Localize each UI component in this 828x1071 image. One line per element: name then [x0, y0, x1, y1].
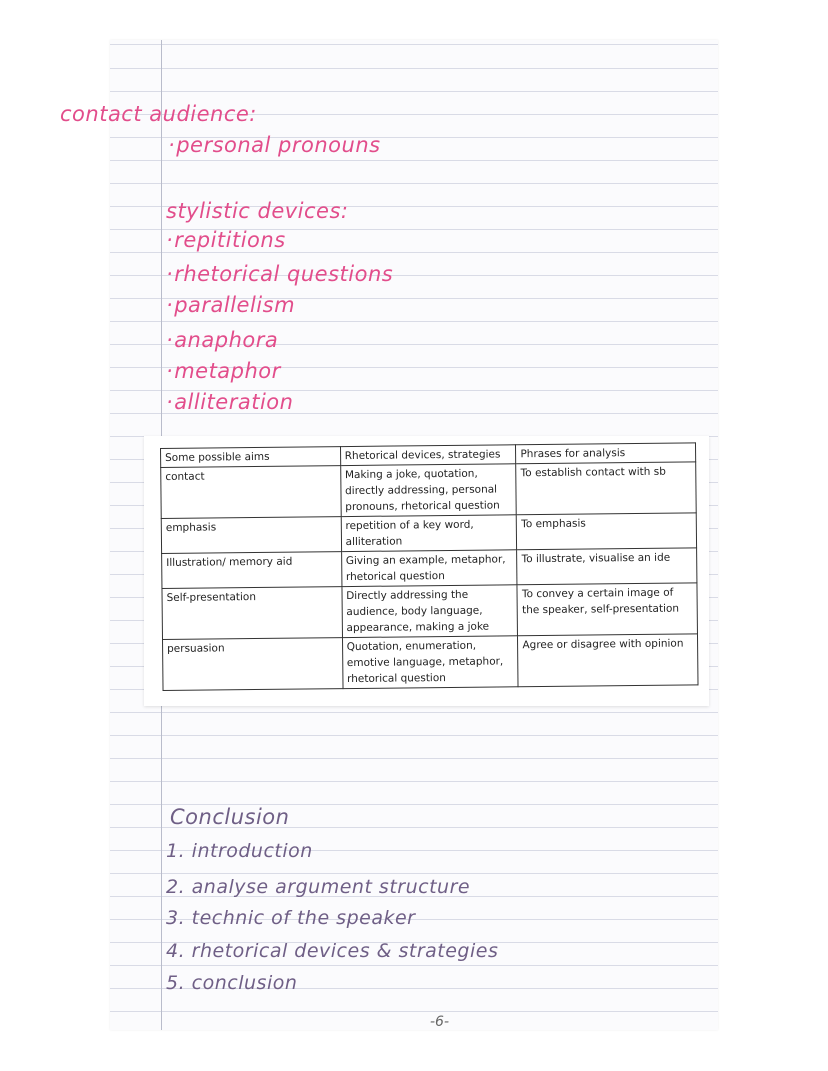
table-row	[163, 634, 699, 691]
table-row	[162, 548, 697, 589]
conclusion-heading: Conclusion	[170, 805, 290, 829]
stylistic-item: · metaphor	[166, 359, 281, 383]
table-cell: To emphasis	[517, 513, 697, 550]
table-cell: Self-presentation	[162, 587, 342, 640]
table-header-cell: Rhetorical devices, strategies	[340, 445, 516, 466]
table-cell: Illustration/ memory aid	[162, 552, 342, 589]
table-cell: Quotation, enumeration, emotive language, metaphor, rhetorical question	[342, 636, 518, 689]
contact-item: · personal pronouns	[168, 133, 381, 157]
conclusion-item: 3. technic of the speaker	[166, 907, 416, 929]
contact-heading: contact audience:	[60, 102, 257, 126]
stylistic-item: · parallelism	[166, 293, 295, 317]
rhetoric-table	[160, 442, 699, 691]
table-row	[161, 462, 697, 519]
stylistic-item: · repititions	[166, 228, 286, 252]
table-cell: To illustrate, visualise an ide	[517, 548, 697, 585]
table-cell: Making a joke, quotation, directly addressing, personal pronouns, rhetorical question	[340, 464, 516, 517]
table-cell: Directly addressing the audience, body language, appearance, making a joke	[342, 585, 518, 638]
conclusion-item: 5. conclusion	[166, 972, 298, 994]
table-cell: Giving an example, metaphor, rhetorical question	[341, 550, 517, 587]
page-number: -6-	[430, 1014, 450, 1030]
conclusion-item: 2. analyse argument structure	[166, 876, 471, 898]
table-header-cell: Phrases for analysis	[516, 443, 696, 464]
table-cell: emphasis	[161, 517, 341, 554]
stylistic-item: · alliteration	[166, 390, 293, 414]
stylistic-item: · rhetorical questions	[166, 262, 393, 286]
table-row	[161, 513, 696, 554]
table-cell: To convey a certain image of the speaker, self-presentation	[517, 583, 697, 636]
conclusion-item: 1. introduction	[166, 840, 313, 862]
table-cell: contact	[161, 466, 341, 519]
table-cell: Agree or disagree with opinion	[518, 634, 698, 687]
stylistic-item: · anaphora	[166, 328, 278, 352]
table-cell: repetition of a key word, alliteration	[341, 515, 517, 552]
rhetoric-table-printout	[144, 436, 709, 706]
conclusion-item: 4. rhetorical devices & strategies	[166, 940, 499, 962]
table-row	[162, 583, 698, 640]
table-header-cell: Some possible aims	[161, 447, 341, 468]
table-cell: persuasion	[163, 638, 343, 691]
stylistic-heading: stylistic devices:	[166, 199, 349, 223]
table-cell: To establish contact with sb	[516, 462, 696, 515]
